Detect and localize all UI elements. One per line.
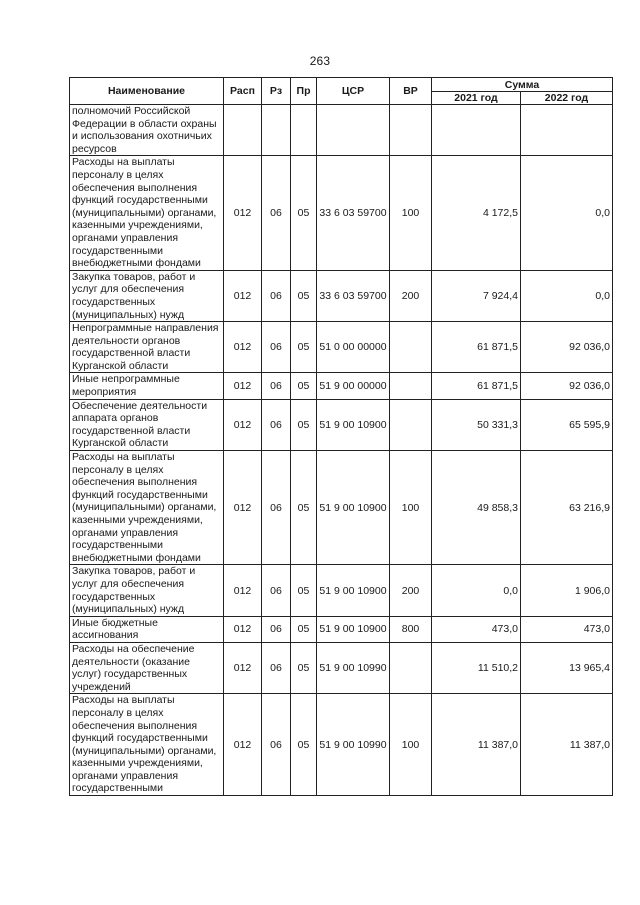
cell-pr: 05 [291,373,317,399]
cell-rasp: 012 [224,373,262,399]
cell-amount-2022: 0,0 [521,156,613,270]
cell-rasp: 012 [224,694,262,796]
cell-pr: 05 [291,399,317,450]
cell-vr [390,399,432,450]
page-number: 263 [309,54,331,68]
cell-rz: 06 [262,616,291,642]
cell-amount-2021: 61 871,5 [432,373,521,399]
header-rz: Рз [262,78,291,105]
cell-pr: 05 [291,565,317,616]
cell-vr [390,105,432,156]
cell-rasp: 012 [224,156,262,270]
cell-rz: 06 [262,373,291,399]
header-csr: ЦСР [317,78,390,105]
table-body [70,105,613,796]
cell-name: Иные бюджетные ассигнования [70,616,224,642]
cell-name: Расходы на выплаты персоналу в целях обеспечения выполнения функций государственными (муниципальными) органами, казенными учреждениями, органами управления государственными [70,694,224,796]
header-sum: Сумма [432,78,613,92]
cell-pr [291,105,317,156]
cell-rasp: 012 [224,616,262,642]
cell-amount-2022: 0,0 [521,270,613,321]
cell-pr: 05 [291,642,317,693]
header-vr: ВР [390,78,432,105]
header-year-2022: 2022 год [521,92,613,105]
cell-amount-2021: 473,0 [432,616,521,642]
table-row [70,694,613,796]
cell-amount-2022: 92 036,0 [521,373,613,399]
cell-amount-2021: 0,0 [432,565,521,616]
cell-amount-2021: 7 924,4 [432,270,521,321]
cell-csr: 51 9 00 10990 [317,642,390,693]
cell-amount-2021: 4 172,5 [432,156,521,270]
cell-name: Обеспечение деятельности аппарата органов государственной власти Курганской области [70,399,224,450]
cell-rz: 06 [262,156,291,270]
cell-amount-2021: 11 510,2 [432,642,521,693]
table-row [70,565,613,616]
cell-vr: 100 [390,451,432,565]
cell-pr: 05 [291,322,317,373]
cell-amount-2021: 11 387,0 [432,694,521,796]
cell-rasp: 012 [224,322,262,373]
cell-amount-2022: 11 387,0 [521,694,613,796]
cell-name: Непрограммные направления деятельности органов государственной власти Курганской области [70,322,224,373]
header-year-2021: 2021 год [432,92,521,105]
table-row [70,156,613,270]
cell-amount-2022: 92 036,0 [521,322,613,373]
table-row [70,642,613,693]
cell-csr: 33 6 03 59700 [317,156,390,270]
cell-amount-2021 [432,105,521,156]
cell-amount-2022: 13 965,4 [521,642,613,693]
table-row [70,616,613,642]
cell-amount-2022: 473,0 [521,616,613,642]
header-rasp: Расп [224,78,262,105]
cell-pr: 05 [291,270,317,321]
cell-csr: 51 0 00 00000 [317,322,390,373]
cell-amount-2022: 63 216,9 [521,451,613,565]
cell-rasp: 012 [224,399,262,450]
cell-vr: 800 [390,616,432,642]
cell-csr: 51 9 00 10900 [317,616,390,642]
table-header [70,78,613,105]
table-row [70,322,613,373]
table-row [70,399,613,450]
cell-rz: 06 [262,451,291,565]
table-row [70,105,613,156]
cell-csr: 51 9 00 10990 [317,694,390,796]
cell-csr: 51 9 00 10900 [317,451,390,565]
cell-csr: 51 9 00 10900 [317,399,390,450]
cell-rz: 06 [262,322,291,373]
cell-amount-2021: 61 871,5 [432,322,521,373]
cell-amount-2021: 50 331,3 [432,399,521,450]
cell-name: Расходы на выплаты персоналу в целях обеспечения выполнения функций государственными (муниципальными) органами, казенными учреждениями, органами управления государственными внебюджетными фондами [70,451,224,565]
cell-amount-2021: 49 858,3 [432,451,521,565]
cell-rz [262,105,291,156]
cell-pr: 05 [291,156,317,270]
table-row [70,270,613,321]
cell-vr [390,642,432,693]
cell-rasp: 012 [224,451,262,565]
cell-pr: 05 [291,694,317,796]
header-name: Наименование [70,78,224,105]
cell-amount-2022: 1 906,0 [521,565,613,616]
cell-vr: 100 [390,156,432,270]
cell-vr: 200 [390,270,432,321]
cell-csr: 51 9 00 00000 [317,373,390,399]
cell-vr: 200 [390,565,432,616]
cell-rasp: 012 [224,270,262,321]
cell-name: Расходы на обеспечение деятельности (оказание услуг) государственных учреждений [70,642,224,693]
cell-name: полномочий Российской Федерации в области охраны и использования охотничьих ресурсов [70,105,224,156]
cell-vr [390,373,432,399]
cell-amount-2022: 65 595,9 [521,399,613,450]
cell-csr: 33 6 03 59700 [317,270,390,321]
table-row [70,451,613,565]
cell-name: Иные непрограммные мероприятия [70,373,224,399]
cell-rz: 06 [262,270,291,321]
cell-name: Расходы на выплаты персоналу в целях обеспечения выполнения функций государственными (муниципальными) органами, казенными учреждениями, органами управления государственными внебюджетными фондами [70,156,224,270]
cell-rz: 06 [262,399,291,450]
cell-amount-2022 [521,105,613,156]
cell-rasp [224,105,262,156]
header-pr: Пр [291,78,317,105]
cell-csr [317,105,390,156]
cell-pr: 05 [291,451,317,565]
cell-vr: 100 [390,694,432,796]
cell-csr: 51 9 00 10900 [317,565,390,616]
cell-rz: 06 [262,565,291,616]
cell-rasp: 012 [224,565,262,616]
cell-name: Закупка товаров, работ и услуг для обеспечения государственных (муниципальных) нужд [70,565,224,616]
cell-vr [390,322,432,373]
cell-name: Закупка товаров, работ и услуг для обеспечения государственных (муниципальных) нужд [70,270,224,321]
cell-pr: 05 [291,616,317,642]
cell-rz: 06 [262,642,291,693]
cell-rz: 06 [262,694,291,796]
cell-rasp: 012 [224,642,262,693]
budget-table [69,77,613,796]
table-row [70,373,613,399]
